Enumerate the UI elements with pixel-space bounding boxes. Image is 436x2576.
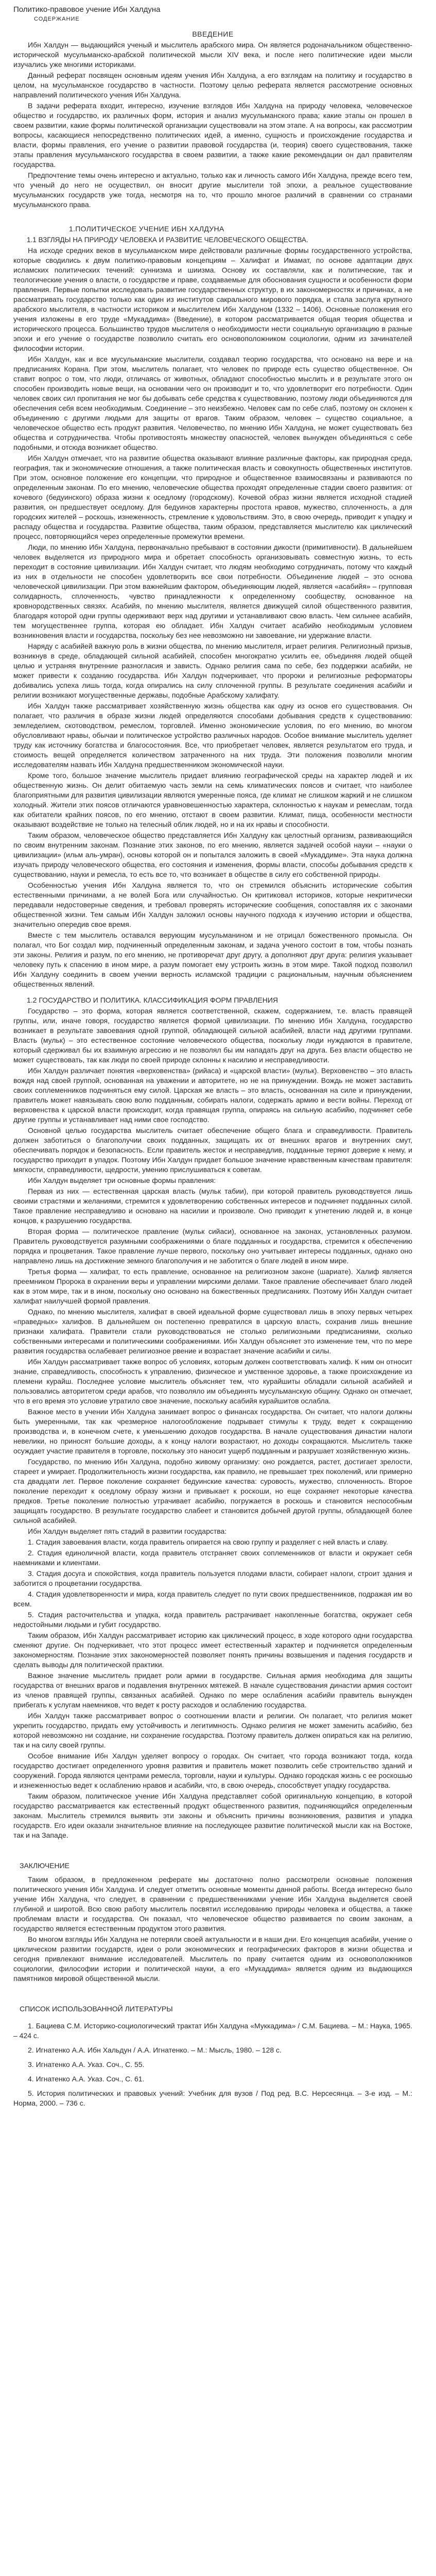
part2-paragraph-11: Государство, по мнению Ибн Халдуна, подобно живому организму: оно рождается, растет, достигает зрелости, стареет и умирает. Продолжительность жизни государства, как правило, не превышает трех поколений, или примерно ста двадцати лет. Первое поколение сохраняет бедуинские качества: суровость, мужество, сплоченность. Второе поколение переходит к оседлому образу жизни и привыкает к роскоши, но еще сохраняет некоторые качества предков. Третье поколение полностью утрачивает асабийю, погружается в роскошь и становится неспособным защищать государство. В результате государство слабеет и становится добычей другой группы, обладающей более сильной асабийей. bbox=[13, 1458, 412, 1524]
part2-paragraph-19: Важное значение мыслитель придает роли армии в государстве. Сильная армия необходима для защиты государства от внешних врагов и подавления внутренних мятежей. В начале существования династии армия состоит из членов правящей группы, связанных асабийей. Однако по мере ослабления асабийи правитель вынужден прибегать к услугам наемников, что ведет к росту расходов и ослаблению государства. bbox=[13, 1671, 412, 1709]
part2-paragraph-22: Таким образом, политическое учение Ибн Халдуна представляет собой оригинальную концепцию, в которой государство рассматривается как естественный продукт общественного развития, подчиняющийся определенным законам. Мыслитель стремился выявить эти законы и объяснить причины возникновения, развития и упадка государств. Его идеи оказали значительное влияние на последующее развитие политической мысли как на Востоке, так и на Западе. bbox=[13, 1792, 412, 1839]
stage-list-item-2: 2. Стадия единоличной власти, когда правитель отстраняет своих соплеменников от власти и окружает себя наемниками и клиентами. bbox=[13, 1549, 412, 1567]
stage-list-item-3: 3. Стадия досуга и спокойствия, когда правитель пользуется плодами власти, собирает налоги, строит здания и заботится о процветании государства. bbox=[13, 1569, 412, 1587]
section-1-2-heading: 1.2 ГОСУДАРСТВО И ПОЛИТИКА. КЛАССИФИКАЦИЯ ФОРМ ПРАВЛЕНИЯ bbox=[27, 996, 278, 1004]
stage-list-item-5: 5. Стадия расточительства и упадка, когда правитель растрачивает накопленные богатства, окружает себя недостойными людьми и губит государство. bbox=[13, 1611, 412, 1629]
reference-item: 5. История политических и правовых учений: Учебник для вузов / Под ред. В.С. Нерсесянца. – 3-е изд. – М.: Норма, 2000. – 736 с. bbox=[13, 2089, 412, 2107]
part1-paragraph-2: Ибн Халдун, как и все мусульманские мыслители, создавал теорию государства, что основано на вере и на предписаниях Корана. При этом, мыслитель полагает, что человек по природе есть существо общественное. Он ставит вопрос о том, что люди, отличаясь от животных, обладают способностью мыслить и в результате этого он способен производить новые вещи, на основании чего он производит и то, что удовлетворит его потребности. Один человек своих сил пропитания не мог бы добывать себе средства к существованию, поэтому люди объединяются для обеспечения себя всем необходимым. Соединение – это неизбежно. Человек сам по себе слаб, поэтому он склонен к объединению с другими людьми для защиты от врагов. Таким образом, человек – существо социальное, а человеческое общество есть продукт развития. Человечество, по мнению Ибн Халдуна, не может существовать без общества и сотрудничества. Чтобы противостоять множеству опасностей, человек вынужден объединяться с себе подобными, и отсюда возникает общество. bbox=[13, 355, 412, 451]
part1-paragraph-4: Люди, по мнению Ибн Халдуна, первоначально пребывают в состоянии дикости (примитивности). В дальнейшем человек выделяется из природного мира и обретает способность организовывать совместную жизнь, то есть переходит в состояние цивилизации. Ибн Халдун считает, что людям необходимо сотрудничать, потому что каждый из них в отдельности не способен удовлетворить все свои потребности. Объединение людей – это основа человеческой цивилизации. При этом важнейшим фактором, объединяющим людей, является «асабийя» – групповая солидарность, сплоченность, чувство принадлежности к определенному сообществу, основанное на кровнородственных связях. Асабийя, по мнению мыслителя, является движущей силой общественного развития, благодаря которой одни группы одерживают верх над другими и устанавливают свою власть. Чем сильнее асабийя, тем могущественнее группа, которая ею обладает. Ибн Халдун считает асабийю необходимым условием возникновения власти и государства, поскольку без нее невозможно ни завоевание, ни удержание власти. bbox=[13, 543, 412, 639]
part2-paragraph-3: Основной целью государства мыслитель считает обеспечение общего блага и справедливости. Правитель должен заботиться о благополучии своих подданных, защищать их от внешних врагов и внутренних смут, обеспечивать порядок и безопасность. Если правитель жесток и несправедлив, подданные теряют доверие к нему, и государство приходит в упадок. Поэтому Ибн Халдун придает большое значение нравственным качествам правителя: мягкости, справедливости, щедрости, умению прислушиваться к советам. bbox=[13, 1126, 412, 1174]
part2-paragraph-4: Ибн Халдун выделяет три основные формы правления: bbox=[28, 1176, 216, 1184]
introduction-body bbox=[13, 40, 412, 210]
part2-paragraph-6: Вторая форма — политическое правление (мульк сийаси), основанное на законах, установленных разумом. Правитель руководствуется разумными соображениями о благе подданных и государства, стремится к обеспечению порядка и процветания. Такое правление лучше первого, поскольку оно учитывает интересы подданных, однако оно направлено лишь на достижение земного благополучия и не заботится о благе людей в ином мире. bbox=[13, 1227, 412, 1265]
references-list bbox=[13, 2021, 412, 2108]
part1-paragraph-7: Кроме того, большое значение мыслитель придает влиянию географической среды на характер людей и их общественную жизнь. Он делит обитаемую часть земли на семь климатических поясов и считает, что наиболее благоприятными для развития цивилизации являются умеренные пояса, где климат не слишком жаркий и не слишком холодный. Жители этих поясов отличаются уравновешенностью характера, склонностью к наукам и ремеслам, тогда как обитатели крайних поясов, по его мнению, отстают в своем развитии. Климат, пища, особенности местности оказывают воздействие не только на телесный облик людей, но и на их нравы и способности. bbox=[13, 771, 412, 828]
intro-paragraph-1: Ибн Халдун — выдающийся ученый и мыслитель арабского мира. Он является родоначальником общественно-исторической мусульманско-арабской политической мысли XIV века, и после него политические идеи мысли изучались уже многими историками. bbox=[13, 41, 412, 69]
intro-paragraph-4: Предпочтение темы очень интересно и актуально, только как и личность самого Ибн Халдуна, прежде всего тем, что ученый до него не осуществил, он вносит другие мыслители той эпохи, а реальное существование мусульманских государств уже тогда, несмотря на то, что прошло многое различий в сравнении со странами мусульманского права. bbox=[13, 171, 412, 209]
part2-paragraph-21: Особое внимание Ибн Халдун уделяет вопросу о городах. Он считает, что города возникают тогда, когда государство достигает определенного уровня развития и правитель может позволить себе строительство зданий и сооружений. Города являются центрами ремесла, торговли, науки и культуры. Однако городская жизнь с ее роскошью и изнеженностью ведет к ослаблению нравов и асабийи, что, в свою очередь, способствует упадку государства. bbox=[13, 1752, 412, 1789]
reference-item: 1. Бациева С.М. Историко-социологический трактат Ибн Халдуна «Муккадима» / С.М. Бациева. – М.: Наука, 1965. – 424 с. bbox=[13, 2022, 412, 2040]
part1-paragraph-6: Ибн Халдун также рассматривает хозяйственную жизнь общества как одну из основ его существования. Он полагает, что различия в образе жизни людей определяются способами добывания средств к существованию: земледелием, скотоводством, ремеслом, торговлей. Именно экономические условия, по его мнению, во многом обусловливают нравы, обычаи и политическое устройство различных народов. Особое внимание мыслитель уделяет труду как источнику богатства и благосостояния. Все, что приобретает человек, является результатом его труда, и стоимость вещей определяется количеством затраченного на них труда. Эти положения позволили многим исследователям назвать Ибн Халдуна предшественником экономической науки. bbox=[13, 702, 412, 769]
part1-paragraph-5: Наряду с асабийей важную роль в жизни общества, по мнению мыслителя, играет религия. Религиозный призыв, возникнув в среде, обладающей сильной асабийей, способен многократно усилить ее, объединяя людей общей целью и устраняя внутренние разногласия и зависть. Однако религия сама по себе, без поддержки асабийи, не может привести к созданию государства. Ибн Халдун подчеркивает, что пророки и религиозные реформаторы добивались успеха лишь тогда, когда опирались на силу сплоченной группы. В результате соединения асабийи и религии возникают могущественные державы, подобные Арабскому халифату. bbox=[13, 642, 412, 699]
stage-list-item-4: 4. Стадия удовлетворенности и мира, когда правитель следует по пути своих предшественников, подражая им во всем. bbox=[13, 1590, 412, 1608]
document-title: Политико-правовое учение Ибн Халдуна bbox=[13, 5, 161, 14]
chapter-1-heading: 1.ПОЛИТИЧЕСКОЕ УЧЕНИЕ ИБН ХАЛДУНА bbox=[69, 225, 224, 233]
part1-paragraph-3: Ибн Халдун отмечает, что на развитие общества оказывают влияние различные факторы, как природная среда, география, так и экономические отношения, а также политическая власть и совокупность общественных институтов. При этом, основное положение его концепции, что природное и общественное взаимосвязаны и развиваются по определенным законам. По его мнению, человеческие общества проходят определенные стадии своего развития: от кочевого (бедуинского) образа жизни к оседлому (городскому). Кочевой образ жизни является исходной стадией развития, он предшествует оседлому. Для бедуинов характерны простота нравов, мужество, сплоченность, а для городских жителей – роскошь, изнеженность, стремление к удовольствиям. Это, в свою очередь, приводит к упадку и распаду общества и государства. Развитие общества, таким образом, представляется мыслителю как циклический процесс, повторяющийся через определенные промежутки времени. bbox=[13, 454, 412, 540]
reference-item: 3. Игнатенко А.А. Указ. Соч., С. 55. bbox=[28, 2060, 145, 2069]
reference-item: 2. Игнатенко А.А. Ибн Хальдун / А.А. Игнатенко. – М.: Мысль, 1980. – 128 с. bbox=[28, 2046, 282, 2054]
part2-paragraph-2: Ибн Халдун различает понятия «верховенства» (рийаса) и «царской власти» (мульк). Верховенство – это власть вождя над своей группой, основанная на уважении и авторитете, но не на принуждении. Вождь не может заставить своих соплеменников подчиняться ему силой. Царская же власть – это власть, основанная на силе и принуждении, правитель может навязывать свою волю подданным, собирать налоги, содержать армию и вести войны. Переход от верховенства к царской власти происходит, когда правящая группа, опираясь на сильную асабийю, подчиняет себе другие группы и устанавливает над ними свое господство. bbox=[13, 1066, 412, 1124]
conclusion-paragraph-1: Таким образом, в предложенном реферате мы достаточно полно рассмотрели основные положения политического учения Ибн Халдуна. И следует отметить основные моменты данной работы. Всегда интересно было учение Ибн Халдуна, что следует, в сравнении с предшественниками учение Ибн Халдуна выделяется своей глубиной и широтой. Всю свою работу мыслитель посвятил исследованию природы человека и общества, а также проблемам власти и государства. Он показал, что человеческое общество развивается по своим законам, а государство является естественным продуктом этого развития. bbox=[13, 1875, 412, 1933]
spacer bbox=[13, 211, 412, 219]
stage-list-item-1: 1. Стадия завоевания власти, когда правитель опирается на свою группу и разделяет с ней власть и славу. bbox=[28, 1538, 388, 1546]
part2-paragraph-12: Ибн Халдун выделяет пять стадий в развитии государства: bbox=[28, 1527, 227, 1535]
section-1-1-heading: 1.1 ВЗГЛЯДЫ НА ПРИРОДУ ЧЕЛОВЕКА И РАЗВИТИЕ ЧЕЛОВЕЧЕСКОГО ОБЩЕСТВА. bbox=[27, 236, 308, 244]
introduction-heading: ВВЕДЕНИЕ bbox=[192, 30, 234, 38]
part-1-body bbox=[13, 246, 412, 989]
conclusion-body bbox=[13, 1875, 412, 1984]
part1-paragraph-1: На исходе средних веков в мусульманском мире действовали различные формы государственного устройства, которые сводились к двум политико-правовым концепциям – Халифат и Имамат, по основе адаптации двух исламских политических течений: суннизма и шиизма. Основу их составляли, как и политические, так и теологические учения о власти, о государстве и праве, создаваемые для обоснования сущности и особенности форм правления. Первые попытки исследовать развитие государственных структур, в их закономерностях и причинах, а не рассматривать государство только как один из институтов сакрального мирового порядка, и стала заслуга крупного арабского мыслителя, в частности историком и мыслителем Ибн Халдуном (1332 – 1406). Основные положения его учения изложены в его труде «Мукаддима» (Введение), в котором рассматривается общая теория общества и исторического процесса. Большинство трудов мыслителя о необходимости нести социальную организацию в разные эпохи и его учение о государстве позволило считать его основоположником социологии, одним из зачинателей философии истории. bbox=[13, 246, 412, 352]
part2-paragraph-5: Первая из них — естественная царская власть (мульк табии), при которой правитель руководствуется лишь своими страстями и желаниями, стремится к удовлетворению собственных интересов и подчиняет подданных силой. Такое правление несправедливо и основано на насилии и произволе. Оно приводит к угнетению людей и, в конце концов, к разрушению государства. bbox=[13, 1187, 412, 1225]
references-heading: СПИСОК ИСПОЛЬЗОВАННОЙ ЛИТЕРАТУРЫ bbox=[20, 2005, 173, 2013]
reference-item: 4. Игнатенко А.А. Указ. Соч., С. 61. bbox=[28, 2075, 145, 2083]
part2-paragraph-8: Однако, по мнению мыслителя, халифат в своей идеальной форме существовал лишь в эпоху первых четырех «праведных» халифов. В дальнейшем он постепенно превратился в царскую власть, сохранив лишь внешние признаки халифата. Правители стали руководствоваться не столько религиозными предписаниями, сколько собственными интересами и политическими соображениями. Ибн Халдун объясняет это изменение тем, что по мере развития государства ослабевает религиозное рвение и возрастает значение асабийи и силы. bbox=[13, 1308, 412, 1355]
contents-label: СОДЕРЖАНИЕ bbox=[34, 16, 80, 22]
intro-paragraph-3: В задачи реферата входит, интересно, изучение взглядов Ибн Халдуна на природу человека, человеческое общество и государство, их различных форм, история и анализ мусульманского права; какие этапы он прошел в своем развитии, какие формы политической организации существовали на этом этапе. А на вопросы, как рассмотрим вопросы, касающиеся непосредственно политических идей, а именно, сущность и происхождение государства и власти, формы правления, его учение о развитии правовой государства (и, теория) своего существования, также этапы правления мусульманского государства в своем развитии, а также какие рекомендации он дал правителям государства. bbox=[13, 101, 412, 168]
part2-paragraph-20: Ибн Халдун также рассматривает вопрос о соотношении власти и религии. Он полагает, что религия может укрепить государство, придать ему устойчивость и легитимность. Однако религия не может заменить асабийю, без которой невозможно ни создание, ни сохранение государства. Поэтому правитель должен опираться как на религию, так и на силу своей группы. bbox=[13, 1711, 412, 1749]
part2-paragraph-18: Таким образом, Ибн Халдун рассматривает историю как циклический процесс, в ходе которого одни государства сменяют другие. Он подчеркивает, что этот процесс имеет естественный характер и подчиняется определенным закономерностям. Познание этих закономерностей позволяет понять причины возвышения и падения государств и сделать выводы для политической практики. bbox=[13, 1631, 412, 1669]
part2-paragraph-1: Государство – это форма, которая является соответственной, скажем, содержанием, т.е. власть правящей группы, или, иначе говоря, государство является формой цивилизации. По мнению Ибн Халдуна, государство возникает в результате завоевания одной группой, обладающей сильной асабийей, власти над другими группами. Власть (мульк) – это естественное состояние человеческого общества, поскольку люди нуждаются в правителе, который сдерживал бы их взаимную агрессию и не позволял бы им нападать друг на друга. Без власти общество не может существовать, так как люди по своей природе склонны к насилию и несправедливости. bbox=[13, 1007, 412, 1064]
part1-paragraph-8: Таким образом, человеческое общество представляется Ибн Халдуну как целостный организм, развивающийся по своим внутренним законам. Познание этих законов, по его мнению, является задачей особой науки – «науки о цивилизации» (ильм аль-умран), основы которой он и попытался заложить в своей «Мукаддиме». Эта наука должна изучать природу человеческого общества, его состояния и изменения, формы власти, способы добывания средств к существованию, науки и ремесла, то есть все то, что возникает в обществе в силу его собственной природы. bbox=[13, 831, 412, 878]
part2-paragraph-9: Ибн Халдун рассматривает также вопрос об условиях, которым должен соответствовать халиф. К ним он относит знание, справедливость, способность к управлению, физическое и умственное здоровье, а также происхождение из племени курайш. Последнее условие мыслитель объясняет тем, что курайшиты обладали сильной асабийей и пользовались авторитетом среди арабов, что позволяло им объединять мусульманскую общину. Однако он отмечает, что в его время это условие утратило свое значение, поскольку асабийя курайшитов ослабла. bbox=[13, 1358, 412, 1405]
part2-paragraph-7: Третья форма — халифат, то есть правление, основанное на религиозном законе (шариате). Халиф является преемником Пророка в охранении веры и управлении мирскими делами. Такое правление обеспечивает благо людей как в этом мире, так и в ином, поскольку оно основано на божественных предписаниях. Поэтому Ибн Халдун считает халифат наилучшей формой правления. bbox=[13, 1267, 412, 1305]
part1-paragraph-10: Вместе с тем мыслитель оставался верующим мусульманином и не отрицал божественного промысла. Он полагал, что Бог создал мир, подчиненный определенным законам, и задача ученого состоит в том, чтобы познать эти законы. Религия и разум, по его мнению, не противоречат друг другу, а дополняют друг друга: религия указывает человеку путь к спасению в ином мире, а разум помогает ему устроить жизнь в этом мире. Такой подход позволил Ибн Халдуну соединить в своем учении верность исламской традиции с рациональным, научным объяснением общественных явлений. bbox=[13, 931, 412, 988]
intro-paragraph-2: Данный реферат посвящен основным идеям учения Ибн Халдуна, а его взглядам на политику и государство в целом, на мусульманское государство в частности. Поэтому целью реферата является рассмотрение основных направлений политического учения Ибн Халдуна. bbox=[13, 71, 412, 99]
conclusion-heading: ЗАКЛЮЧЕНИЕ bbox=[20, 1861, 69, 1870]
conclusion-paragraph-2: Во многом взгляды Ибн Халдуна не потеряли своей актуальности и в наши дни. Его концепция асабийи, учение о циклическом развитии государств, идеи о роли экономических и географических факторов в жизни общества и сегодня привлекают внимание исследователей. Мыслитель по праву считается одним из основоположников социологии, философии истории и политической науки, а его «Мукаддима» является одним из выдающихся памятников мировой общественной мысли. bbox=[13, 1935, 412, 1982]
part-2-body bbox=[13, 1006, 412, 1840]
part1-paragraph-9: Особенностью учения Ибн Халдуна является то, что он стремился объяснить исторические события естественными причинами, а не волей Бога или случайностью. Он критиковал историков, которые некритически передавали недостоверные сведения, и требовал проверять исторические сообщения, сопоставляя их с законами общественной жизни. Тем самым Ибн Халдун заложил основы научного подхода к изучению истории и общества, значительно опередив свое время. bbox=[13, 881, 412, 928]
part2-paragraph-10: Важное место в учении Ибн Халдуна занимает вопрос о финансах государства. Он считает, что налоги должны быть умеренными, так как чрезмерное налогообложение подрывает стимулы к труду, ведет к сокращению производства и, в конечном счете, к уменьшению доходов государства. В начале существования династии налоги невелики, но приносят большие доходы, а к концу налоги возрастают, но доходы сокращаются. Мыслитель также осуждает участие правителя в торговле, поскольку это наносит ущерб подданным и разрушает хозяйственную жизнь. bbox=[13, 1408, 412, 1455]
